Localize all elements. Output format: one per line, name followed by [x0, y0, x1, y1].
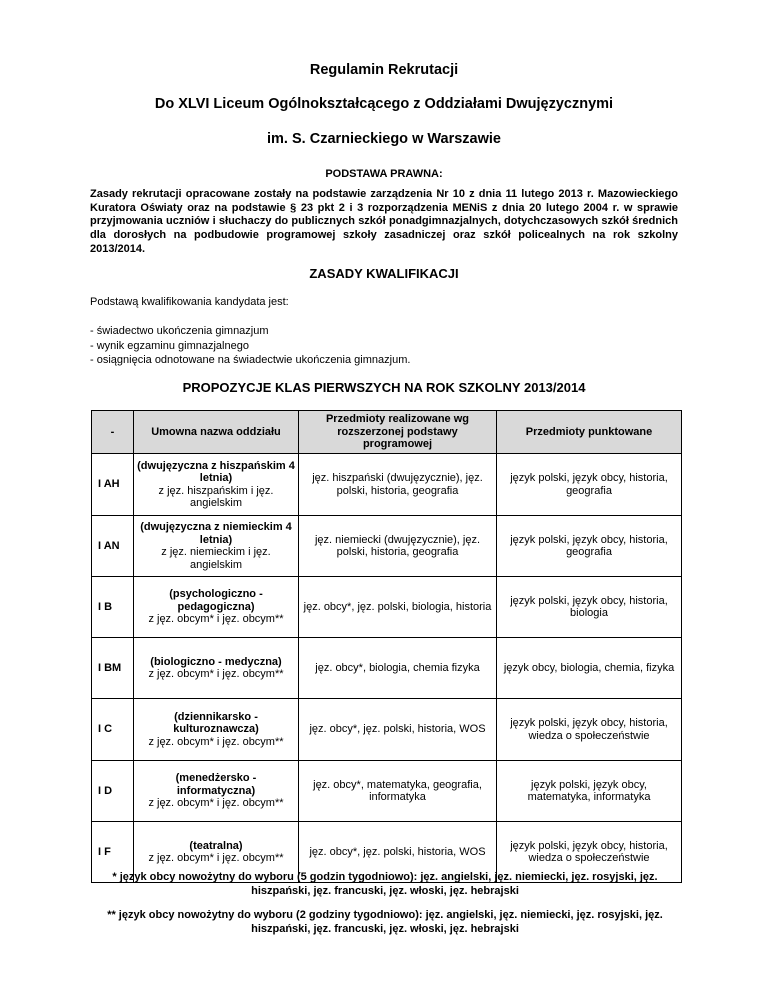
- class-languages: z jęz. niemieckim i jęz. angielskim: [161, 546, 271, 571]
- class-name-cell: [134, 454, 299, 516]
- class-code: I D: [92, 761, 134, 822]
- footnote-double-asterisk: ** język obcy nowożytny do wyboru (2 godziny tygodniowo): jęz. angielski, jęz. niemiecki, jęz. rosyjski, jęz. hiszpański, jęz. francuski, jęz. włoski, jęz. hebrajski: [107, 909, 663, 935]
- school-name: Do XLVI Liceum Ogólnokształcącego z Oddziałami Dwujęzycznymi: [154, 96, 614, 112]
- extended-subjects: jęz. obcy*, biologia, chemia fizyka: [299, 638, 497, 699]
- scored-subjects: język polski, język obcy, historia, biologia: [497, 577, 682, 638]
- criterion-item: - świadectwo ukończenia gimnazjum: [90, 325, 269, 337]
- class-code: I BM: [92, 638, 134, 699]
- legal-basis-heading: PODSTAWA PRAWNA:: [325, 168, 443, 180]
- footnote-single-asterisk: * język obcy nowożytny do wyboru (5 godzin tygodniowo): jęz. angielski, jęz. niemiecki, jęz. rosyjski, jęz. hiszpański, jęz. francuski, jęz. włoski, jęz. hebrajski: [112, 871, 658, 897]
- scored-subjects: język polski, język obcy, historia, wiedza o społeczeństwie: [497, 822, 682, 883]
- extended-subjects: jęz. niemiecki (dwujęzycznie), jęz. polski, historia, geografia: [299, 516, 497, 577]
- class-languages: z jęz. obcym* i jęz. obcym**: [148, 613, 284, 626]
- column-header: Przedmioty realizowane wg rozszerzonej podstawy programowej: [299, 411, 497, 454]
- extended-subjects: jęz. obcy*, matematyka, geografia, informatyka: [299, 761, 497, 822]
- class-name-cell: [134, 761, 299, 822]
- table-row: [92, 577, 682, 638]
- scored-subjects: język obcy, biologia, chemia, fizyka: [497, 638, 682, 699]
- column-header: Umowna nazwa oddziału: [134, 411, 299, 454]
- class-code: I AH: [92, 454, 134, 516]
- extended-subjects: jęz. obcy*, jęz. polski, historia, WOS: [299, 699, 497, 761]
- class-code: I F: [92, 822, 134, 883]
- class-languages: z jęz. obcym* i jęz. obcym**: [148, 797, 284, 810]
- proposals-heading: PROPOZYCJE KLAS PIERWSZYCH NA ROK SZKOLNY 2013/2014: [182, 380, 586, 395]
- extended-subjects: jęz. obcy*, jęz. polski, historia, WOS: [299, 822, 497, 883]
- table-row: [92, 761, 682, 822]
- column-header: Przedmioty punktowane: [497, 411, 682, 454]
- scored-subjects: język polski, język obcy, historia, geografia: [497, 454, 682, 516]
- class-name-cell: [134, 699, 299, 761]
- class-profile: (dwujęzyczna z niemieckim 4 letnia): [140, 521, 292, 546]
- table-header-row: [92, 411, 682, 454]
- criterion-item: - wynik egzaminu gimnazjalnego: [90, 339, 249, 352]
- scored-subjects: język polski, język obcy, historia, wiedza o społeczeństwie: [497, 699, 682, 761]
- qualification-basis: Podstawą kwalifikowania kandydata jest:: [90, 296, 289, 308]
- class-profile: (menedżersko - informatyczna): [175, 772, 257, 797]
- class-name-cell: [134, 516, 299, 577]
- table-row: [92, 699, 682, 761]
- class-code: I AN: [92, 516, 134, 577]
- document-title: Regulamin Rekrutacji: [309, 62, 459, 78]
- class-profile: (biologiczno - medyczna): [150, 655, 282, 668]
- class-profile: (dwujęzyczna z hiszpańskim 4 letnia): [137, 459, 295, 484]
- class-profile: (psychologiczno - pedagogiczna): [169, 588, 263, 613]
- classes-table: [91, 410, 682, 883]
- extended-subjects: jęz. obcy*, jęz. polski, biologia, historia: [299, 577, 497, 638]
- class-languages: z jęz. obcym* i jęz. obcym**: [148, 735, 284, 748]
- class-profile: (dziennikarsko - kulturoznawcza): [173, 710, 259, 736]
- qualification-criteria: [90, 324, 410, 368]
- class-code: I C: [92, 699, 134, 761]
- school-location: im. S. Czarnieckiego w Warszawie: [267, 131, 501, 147]
- scored-subjects: język polski, język obcy, matematyka, informatyka: [497, 761, 682, 822]
- class-languages: z jęz. obcym* i jęz. obcym**: [148, 852, 284, 864]
- qualification-heading: ZASADY KWALIFIKACJI: [309, 266, 459, 281]
- class-profile: (teatralna): [189, 839, 243, 852]
- extended-subjects: jęz. hiszpański (dwujęzycznie), jęz. polski, historia, geografia: [299, 454, 497, 516]
- class-code: I B: [92, 577, 134, 638]
- class-languages: z jęz. obcym* i jęz. obcym**: [148, 668, 284, 680]
- criterion-item: - osiągnięcia odnotowane na świadectwie ukończenia gimnazjum.: [90, 354, 411, 366]
- table-row: [92, 454, 682, 516]
- class-languages: z jęz. hiszpańskim i jęz. angielskim: [158, 484, 274, 509]
- legal-basis-text: Zasady rekrutacji opracowane zostały na podstawie zarządzenia Nr 10 z dnia 11 lutego 2013 r. Mazowieckiego Kuratora Oświaty oraz na podstawie § 23 pkt 2 i 3 rozporządzenia MENiS z dnia 20 lutego 2004 r. w sprawie przyjmowania uczniów i słuchaczy do publicznych szkół ponadgimnazjalnych, dotychczasowych szkół średnich dla dorosłych na podbudowie programowej szkoły zasadniczej oraz szkół policealnych na rok szkolny 2013/2014.: [90, 188, 678, 255]
- class-name-cell: [134, 638, 299, 699]
- table-row: [92, 516, 682, 577]
- class-name-cell: [134, 577, 299, 638]
- table-row: [92, 638, 682, 699]
- scored-subjects: język polski, język obcy, historia, geografia: [497, 516, 682, 577]
- column-header: -: [92, 411, 134, 454]
